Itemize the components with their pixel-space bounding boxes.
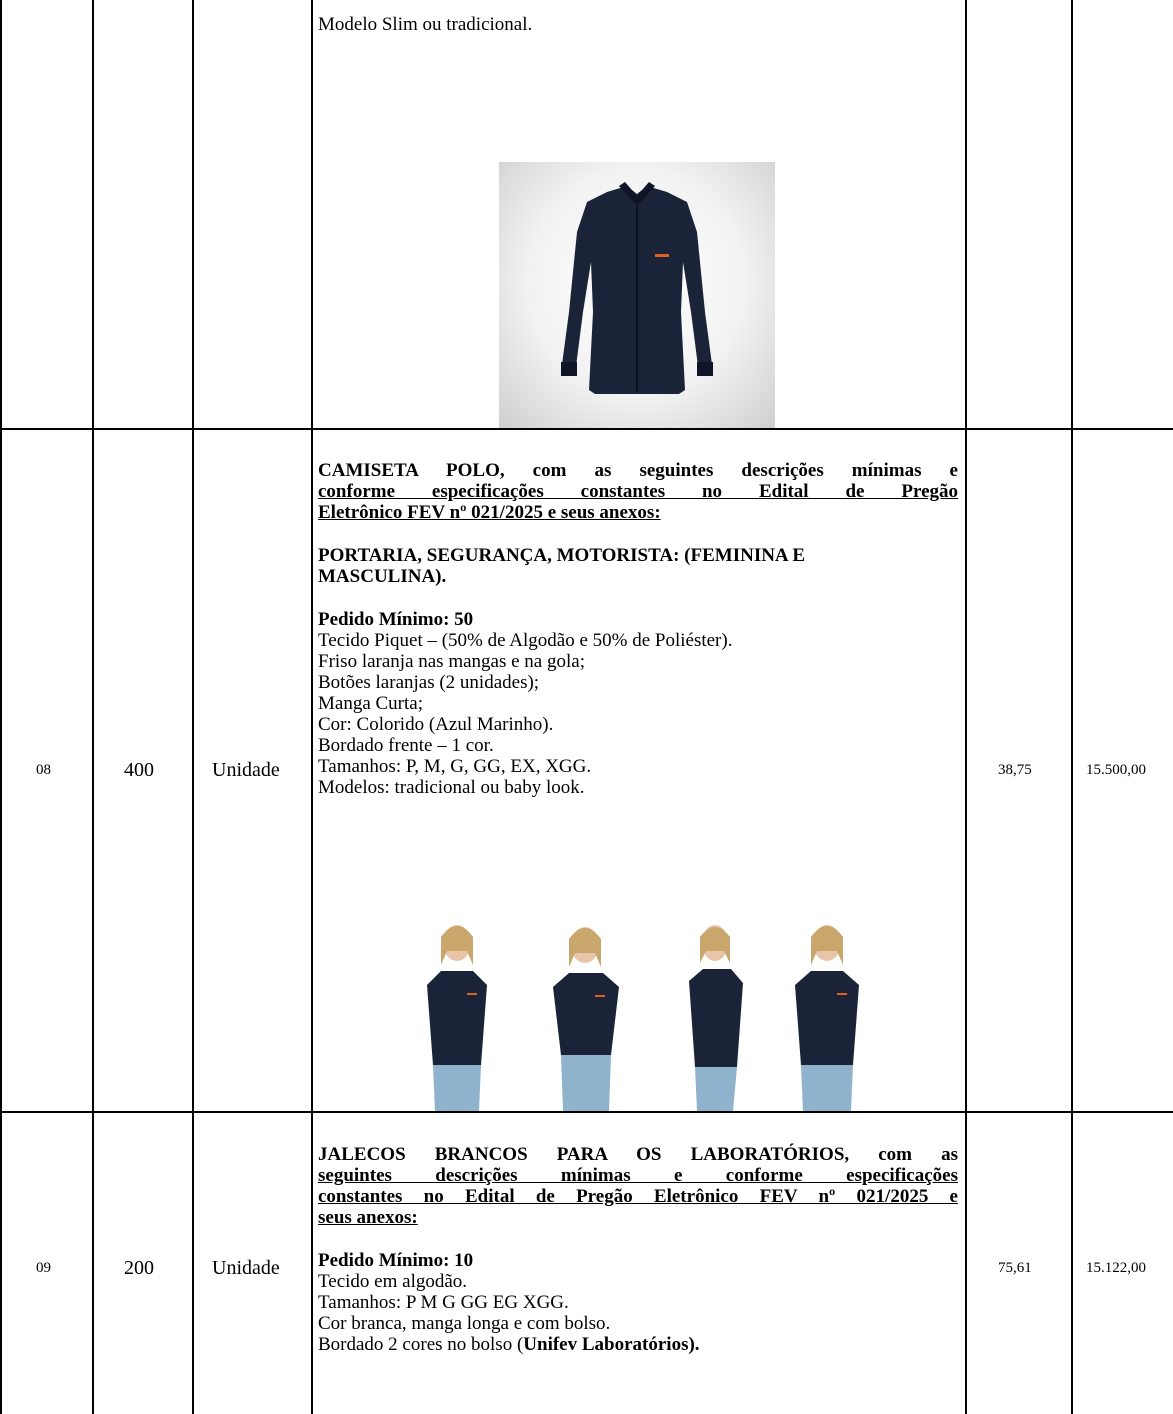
row-09-spec-2: Cor branca, manga longa e com bolso. xyxy=(318,1313,611,1334)
row-08-spec-0: Tecido Piquet – (50% de Algodão e 50% de Poliéster). xyxy=(318,630,733,651)
row-08-spec-1: Friso laranja nas mangas e na gola; xyxy=(318,651,585,672)
row-border-2 xyxy=(0,1111,1173,1113)
row-08-spec-7: Modelos: tradicional ou baby look. xyxy=(318,777,585,798)
col-border-left xyxy=(0,0,2,1414)
col-border-3 xyxy=(311,0,313,1414)
shirt-logo xyxy=(655,254,669,257)
polo-models-illustration xyxy=(397,915,879,1111)
row-09-spec-3-bold: Unifev Laboratórios). xyxy=(523,1334,700,1355)
model-3 xyxy=(689,925,743,1111)
row-08-title-line-3: Eletrônico FEV nº 021/2025 e seus anexos: xyxy=(318,502,661,523)
shirt-image xyxy=(499,162,775,428)
row-08-min-order: Pedido Mínimo: 50 xyxy=(318,609,474,630)
row-08-spec-6: Tamanhos: P, M, G, GG, EX, XGG. xyxy=(318,756,592,777)
row-09-quantity: 200 xyxy=(124,1257,154,1279)
row-09-unit-price: 75,61 xyxy=(998,1260,1032,1276)
row-08-title-line-2: conforme especificações constantes no Edital de Pregão xyxy=(318,481,958,502)
row-08-item: 08 xyxy=(36,762,51,778)
row-08-spec-2: Botões laranjas (2 unidades); xyxy=(318,672,540,693)
row-08-unit: Unidade xyxy=(212,759,280,781)
prev-row-text: Modelo Slim ou tradicional. xyxy=(318,14,533,35)
model-2 xyxy=(553,927,619,1111)
row-09-total: 15.122,00 xyxy=(1086,1260,1146,1276)
shirt-cuff-left xyxy=(561,362,577,376)
shirt-cuff-right xyxy=(697,362,713,376)
row-08-spec-3: Manga Curta; xyxy=(318,693,424,714)
col-border-2 xyxy=(192,0,194,1414)
shirt-illustration xyxy=(499,162,775,428)
polo-models-image xyxy=(397,915,879,1111)
row-08-unit-price: 38,75 xyxy=(998,762,1032,778)
row-09-spec-1: Tamanhos: P M G GG EG XGG. xyxy=(318,1292,569,1313)
row-08-spec-4: Cor: Colorido (Azul Marinho). xyxy=(318,714,554,735)
row-09-title-line-3: constantes no Edital de Pregão Eletrônico FEV nº 021/2025 e xyxy=(318,1186,958,1207)
row-border-1 xyxy=(0,428,1173,430)
row-08-title xyxy=(318,460,958,523)
row-08-quantity: 400 xyxy=(124,759,154,781)
row-09-unit: Unidade xyxy=(212,1257,280,1279)
row-08-spec-5: Bordado frente – 1 cor. xyxy=(318,735,494,756)
row-09-min-order: Pedido Mínimo: 10 xyxy=(318,1250,474,1271)
row-09-spec-3-prefix: Bordado 2 cores no bolso ( xyxy=(318,1334,524,1355)
row-09-description xyxy=(318,1144,958,1355)
prev-row-description xyxy=(318,14,958,35)
row-09-item: 09 xyxy=(36,1260,51,1276)
row-08-description xyxy=(318,460,958,798)
model-1 xyxy=(427,925,487,1111)
row-09-title xyxy=(318,1144,958,1228)
row-08-section-line-2: MASCULINA). xyxy=(318,566,447,587)
row-09-title-line-4: seus anexos: xyxy=(318,1207,418,1228)
row-08-section xyxy=(318,545,958,587)
row-09-spec-0: Tecido em algodão. xyxy=(318,1271,468,1292)
row-08-title-line-1: CAMISETA POLO, com as seguintes descrições mínimas e xyxy=(318,460,958,481)
row-09-spec-3 xyxy=(318,1334,958,1355)
col-border-4 xyxy=(965,0,967,1414)
row-08-total: 15.500,00 xyxy=(1086,762,1146,778)
col-border-5 xyxy=(1071,0,1073,1414)
row-09-title-line-1: JALECOS BRANCOS PARA OS LABORATÓRIOS, com as xyxy=(318,1144,958,1165)
row-09-title-line-2: seguintes descrições mínimas e conforme especificações xyxy=(318,1165,958,1186)
row-08-section-line-1: PORTARIA, SEGURANÇA, MOTORISTA: (FEMININA E xyxy=(318,545,806,566)
col-border-1 xyxy=(92,0,94,1414)
model-4 xyxy=(795,925,859,1111)
